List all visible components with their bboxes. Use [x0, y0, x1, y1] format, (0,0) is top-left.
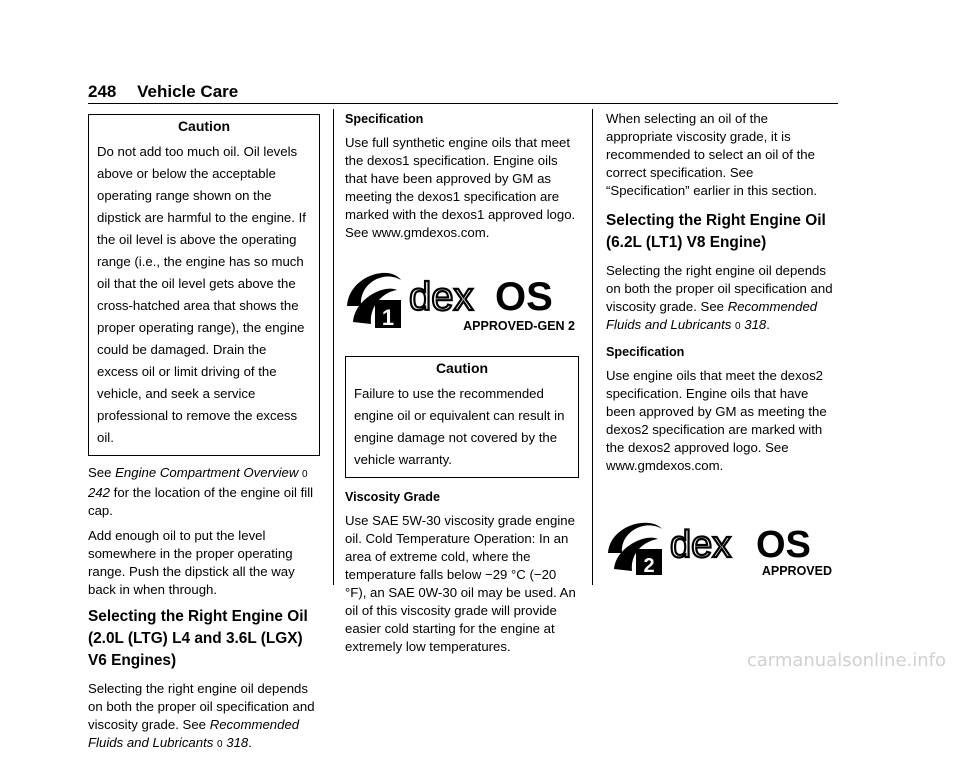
column-divider-1 [333, 109, 334, 585]
viscosity-paragraph: Use SAE 5W-30 viscosity grade engine oil. Cold Temperature Operation: In an area of extreme cold, where the temperature falls below −29 °C (−20 °F), an SAE 0W-30 oil may be used. An oil of this viscosity grade will provide easier cold starting for the engine at extremely low temperatures. [345, 513, 576, 654]
logo-numeral: 1 [381, 305, 395, 330]
footer-watermark [0, 650, 960, 671]
column-3 [606, 110, 838, 579]
select-oil-paragraph: Selecting the right engine oil depends on both the proper oil specification and viscosity grade. See Recommended Fluids and Lubricants 0 318. [88, 681, 315, 750]
page-ref[interactable]: 318 [226, 735, 249, 750]
page-ref[interactable]: 318 [744, 317, 767, 332]
logo-tagline: APPROVED [761, 564, 832, 578]
dexos2-approved-logo [606, 513, 838, 579]
engine-compartment-link[interactable]: Engine Compartment Overview [115, 465, 299, 480]
page-number: 248 [88, 82, 117, 101]
caution-box-oil-level [88, 114, 320, 456]
add-oil-paragraph: Add enough oil to put the level somewhere in the proper operating range. Push the dipstick all the way back in when through. [88, 528, 295, 597]
caution-title: Caution [177, 118, 231, 134]
logo-word-dex: dex [670, 524, 732, 566]
fluids-lubricants-link[interactable]: Recommended Fluids and Lubricants [88, 717, 300, 750]
logo-word-dex: dex [409, 275, 474, 319]
column-2 [345, 110, 579, 663]
logo-word-os: OS [495, 275, 553, 319]
caution-text: Do not add too much oil. Oil levels above or below the acceptable operating range shown on the dipstick are harmful to the engine. If the oil level is above the operating range (i.e., the engine has so much oil that the oil level gets above the cross-hatched area that shows the proper operating range), the engine could be damaged. Drain the excess oil or limit driving of the vehicle, and seek a service professional to remove the excess oil. [97, 144, 306, 445]
watermark-text: carmanualsonline.info [746, 650, 946, 671]
dexos1-approved-logo [345, 262, 577, 334]
caution-title: Caution [435, 360, 489, 376]
section-heading-ltg-lgx: Selecting the Right Engine Oil (2.0L (LTG) L4 and 3.6L (LGX) V6 Engines) [88, 608, 308, 669]
page-ref-arrow-icon: 0 [302, 469, 308, 480]
page-ref-arrow-icon: 0 [735, 321, 741, 332]
column-divider-2 [592, 109, 593, 585]
logo-tagline: APPROVED-GEN 2 [463, 319, 575, 333]
header-rule [88, 103, 838, 104]
page-ref[interactable]: 242 [88, 485, 111, 500]
see-paragraph: See Engine Compartment Overview 0 242 for the location of the engine oil fill cap. [88, 465, 314, 518]
viscosity-label: Viscosity Grade [345, 490, 440, 504]
spec-label: Specification [606, 345, 685, 359]
caution-box-warranty [345, 356, 579, 478]
section-title: Vehicle Care [137, 82, 239, 101]
section-heading-lt1: Selecting the Right Engine Oil (6.2L (LT1) V8 Engine) [606, 212, 826, 251]
fluids-lubricants-link[interactable]: Recommended Fluids and Lubricants [606, 299, 818, 332]
logo-word-os: OS [756, 524, 811, 566]
spec-paragraph: Use full synthetic engine oils that meet the dexos1 specification. Engine oils that have been approved by GM as meeting the dexos1 specification are marked with the dexos1 approved logo. See www.gmdexos.com. [345, 135, 576, 240]
page-header [88, 82, 238, 102]
logo-numeral: 2 [643, 555, 655, 577]
intro-paragraph: When selecting an oil of the appropriate viscosity grade, it is recommended to select an oil of the correct specification. See “Specification” earlier in this section. [606, 111, 818, 198]
spec-label: Specification [345, 112, 424, 126]
caution-text: Failure to use the recommended engine oil or equivalent can result in engine damage not covered by the vehicle warranty. [354, 386, 565, 467]
select-oil-paragraph: Selecting the right engine oil depends on both the proper oil specification and viscosity grade. See Recommended Fluids and Lubricants 0 318. [606, 263, 833, 332]
page-ref-arrow-icon: 0 [217, 739, 223, 750]
spec-paragraph: Use engine oils that meet the dexos2 specification. Engine oils that have been approved by GM as meeting the dexos2 specification are marked with the dexos2 approved logo. See www.gmdexos.com. [606, 368, 827, 473]
